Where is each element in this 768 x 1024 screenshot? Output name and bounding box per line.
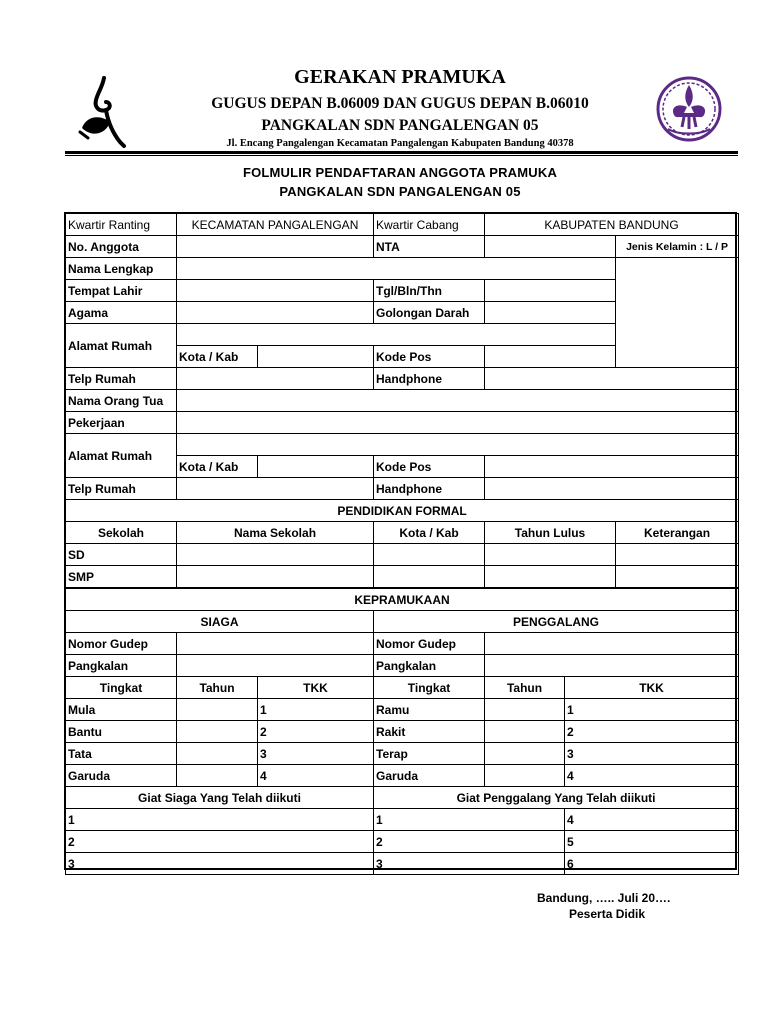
label-nta: NTA (374, 236, 485, 258)
input-kode-pos-ortu[interactable] (485, 456, 739, 478)
label-no-anggota: No. Anggota (66, 236, 177, 258)
label-tgl-lahir: Tgl/Bln/Thn (374, 280, 485, 302)
label-kwartir-ranting: Kwartir Ranting (66, 214, 177, 236)
label-agama: Agama (66, 302, 177, 324)
tkk-number: 3 (565, 743, 739, 765)
label-kode-pos: Kode Pos (374, 346, 485, 368)
col-tahun-lulus: Tahun Lulus (485, 522, 616, 544)
input-agama[interactable] (177, 302, 374, 324)
level-siaga: Bantu (66, 721, 177, 743)
col-tahun-siaga: Tahun (177, 677, 258, 699)
heading-penggalang: PENGGALANG (374, 611, 739, 633)
giat-penggalang-row[interactable]: 1 (374, 809, 565, 831)
registration-form-table (65, 213, 739, 875)
input-tahun-penggalang[interactable] (485, 765, 565, 787)
input-nama-lengkap[interactable] (177, 258, 616, 280)
input-tahun-siaga[interactable] (177, 721, 258, 743)
signature-role: Peserta Didik (569, 907, 646, 921)
heading-giat-siaga: Giat Siaga Yang Telah diikuti (66, 787, 374, 809)
input-telp-rumah[interactable] (177, 368, 374, 390)
input-handphone[interactable] (485, 368, 739, 390)
tkk-number: 4 (258, 765, 374, 787)
col-nama-sekolah: Nama Sekolah (177, 522, 374, 544)
level-penggalang: Rakit (374, 721, 485, 743)
level-penggalang: Ramu (374, 699, 485, 721)
level-penggalang: Garuda (374, 765, 485, 787)
input-tahun-siaga[interactable] (177, 765, 258, 787)
label-kota-kab: Kota / Kab (177, 346, 258, 368)
input-nama-orang-tua[interactable] (177, 390, 739, 412)
input-smp-keterangan[interactable] (616, 566, 739, 589)
giat-penggalang-row[interactable]: 5 (565, 831, 739, 853)
input-smp-kota[interactable] (374, 566, 485, 589)
label-handphone-ortu: Handphone (374, 478, 485, 500)
input-nta[interactable] (485, 236, 616, 258)
input-sd-kota[interactable] (374, 544, 485, 566)
col-tahun-penggalang: Tahun (485, 677, 565, 699)
input-no-anggota[interactable] (177, 236, 374, 258)
tkk-number: 2 (258, 721, 374, 743)
label-kota-kab-ortu: Kota / Kab (177, 456, 258, 478)
label-jenis-kelamin: Jenis Kelamin : L / P (616, 236, 739, 258)
input-nomor-gudep-penggalang[interactable] (485, 633, 739, 655)
level-siaga: Garuda (66, 765, 177, 787)
label-pangkalan-siaga: Pangkalan (66, 655, 177, 677)
input-sd-keterangan[interactable] (616, 544, 739, 566)
input-pangkalan-penggalang[interactable] (485, 655, 739, 677)
label-nomor-gudep-siaga: Nomor Gudep (66, 633, 177, 655)
input-tahun-penggalang[interactable] (485, 743, 565, 765)
signature-place-date: Bandung, ….. Juli 20…. (537, 891, 671, 905)
giat-penggalang-row[interactable]: 6 (565, 853, 739, 875)
label-kwartir-cabang: Kwartir Cabang (374, 214, 485, 236)
input-tahun-penggalang[interactable] (485, 699, 565, 721)
input-nomor-gudep-siaga[interactable] (177, 633, 374, 655)
tkk-number: 3 (258, 743, 374, 765)
label-nama-orang-tua: Nama Orang Tua (66, 390, 177, 412)
giat-siaga-row[interactable]: 1 (66, 809, 374, 831)
input-sd-tahun[interactable] (485, 544, 616, 566)
label-telp-rumah: Telp Rumah (66, 368, 177, 390)
col-tingkat-siaga: Tingkat (66, 677, 177, 699)
org-title: GERAKAN PRAMUKA (294, 66, 506, 88)
label-tempat-lahir: Tempat Lahir (66, 280, 177, 302)
input-smp-tahun[interactable] (485, 566, 616, 589)
tkk-number: 2 (565, 721, 739, 743)
giat-siaga-row[interactable]: 3 (66, 853, 374, 875)
tkk-number: 1 (565, 699, 739, 721)
level-siaga: Mula (66, 699, 177, 721)
header-divider-thick (65, 151, 738, 154)
label-pangkalan-penggalang: Pangkalan (374, 655, 485, 677)
col-kota-kab: Kota / Kab (374, 522, 485, 544)
label-handphone: Handphone (374, 368, 485, 390)
value-kwartir-cabang: KABUPATEN BANDUNG (485, 214, 739, 236)
label-pekerjaan: Pekerjaan (66, 412, 177, 434)
org-subtitle-gugus: GUGUS DEPAN B.06009 DAN GUGUS DEPAN B.06010 (211, 95, 589, 112)
col-tkk-siaga: TKK (258, 677, 374, 699)
input-pekerjaan[interactable] (177, 412, 739, 434)
input-kode-pos[interactable] (485, 346, 616, 368)
col-sekolah: Sekolah (66, 522, 177, 544)
input-tahun-penggalang[interactable] (485, 721, 565, 743)
input-alamat-rumah-ortu[interactable] (177, 434, 739, 456)
input-golongan-darah[interactable] (485, 302, 616, 324)
level-siaga: Tata (66, 743, 177, 765)
form-subtitle: PANGKALAN SDN PANGALENGAN 05 (279, 184, 521, 199)
label-golongan-darah: Golongan Darah (374, 302, 485, 324)
tkk-number: 1 (258, 699, 374, 721)
input-tahun-siaga[interactable] (177, 743, 258, 765)
label-nomor-gudep-penggalang: Nomor Gudep (374, 633, 485, 655)
tkk-number: 4 (565, 765, 739, 787)
label-nama-lengkap: Nama Lengkap (66, 258, 177, 280)
input-alamat-rumah[interactable] (177, 324, 616, 346)
input-smp-nama[interactable] (177, 566, 374, 589)
form-title: FOLMULIR PENDAFTARAN ANGGOTA PRAMUKA (242, 165, 558, 180)
giat-penggalang-row[interactable]: 3 (374, 853, 565, 875)
heading-giat-penggalang: Giat Penggalang Yang Telah diikuti (374, 787, 739, 809)
input-kota-kab[interactable] (258, 346, 374, 368)
input-pangkalan-siaga[interactable] (177, 655, 374, 677)
label-kode-pos-ortu: Kode Pos (374, 456, 485, 478)
level-penggalang: Terap (374, 743, 485, 765)
input-tempat-lahir[interactable] (177, 280, 374, 302)
col-keterangan: Keterangan (616, 522, 739, 544)
value-kwartir-ranting: KECAMATAN PANGALENGAN (177, 214, 374, 236)
col-tkk-penggalang: TKK (565, 677, 739, 699)
input-telp-rumah-ortu[interactable] (177, 478, 374, 500)
header-divider-thin (65, 155, 738, 156)
row-smp-label: SMP (66, 566, 177, 589)
giat-penggalang-row[interactable]: 2 (374, 831, 565, 853)
section-kepramukaan: KEPRAMUKAAN (66, 588, 739, 611)
org-subtitle-pangkalan: PANGKALAN SDN PANGALENGAN 05 (261, 117, 539, 134)
giat-penggalang-row[interactable]: 4 (565, 809, 739, 831)
input-sd-nama[interactable] (177, 544, 374, 566)
input-tgl-lahir[interactable] (485, 280, 616, 302)
label-alamat-rumah: Alamat Rumah (66, 324, 177, 368)
photo-box (616, 258, 739, 368)
input-handphone-ortu[interactable] (485, 478, 739, 500)
heading-siaga: SIAGA (66, 611, 374, 633)
input-tahun-siaga[interactable] (177, 699, 258, 721)
section-pendidikan-formal: PENDIDIKAN FORMAL (66, 500, 739, 522)
label-alamat-rumah-ortu: Alamat Rumah (66, 434, 177, 478)
col-tingkat-penggalang: Tingkat (374, 677, 485, 699)
label-telp-rumah-ortu: Telp Rumah (66, 478, 177, 500)
row-sd-label: SD (66, 544, 177, 566)
input-kota-kab-ortu[interactable] (258, 456, 374, 478)
giat-siaga-row[interactable]: 2 (66, 831, 374, 853)
org-address: Jl. Encang Pangalengan Kecamatan Pangalengan Kabupaten Bandung 40378 (226, 138, 574, 149)
